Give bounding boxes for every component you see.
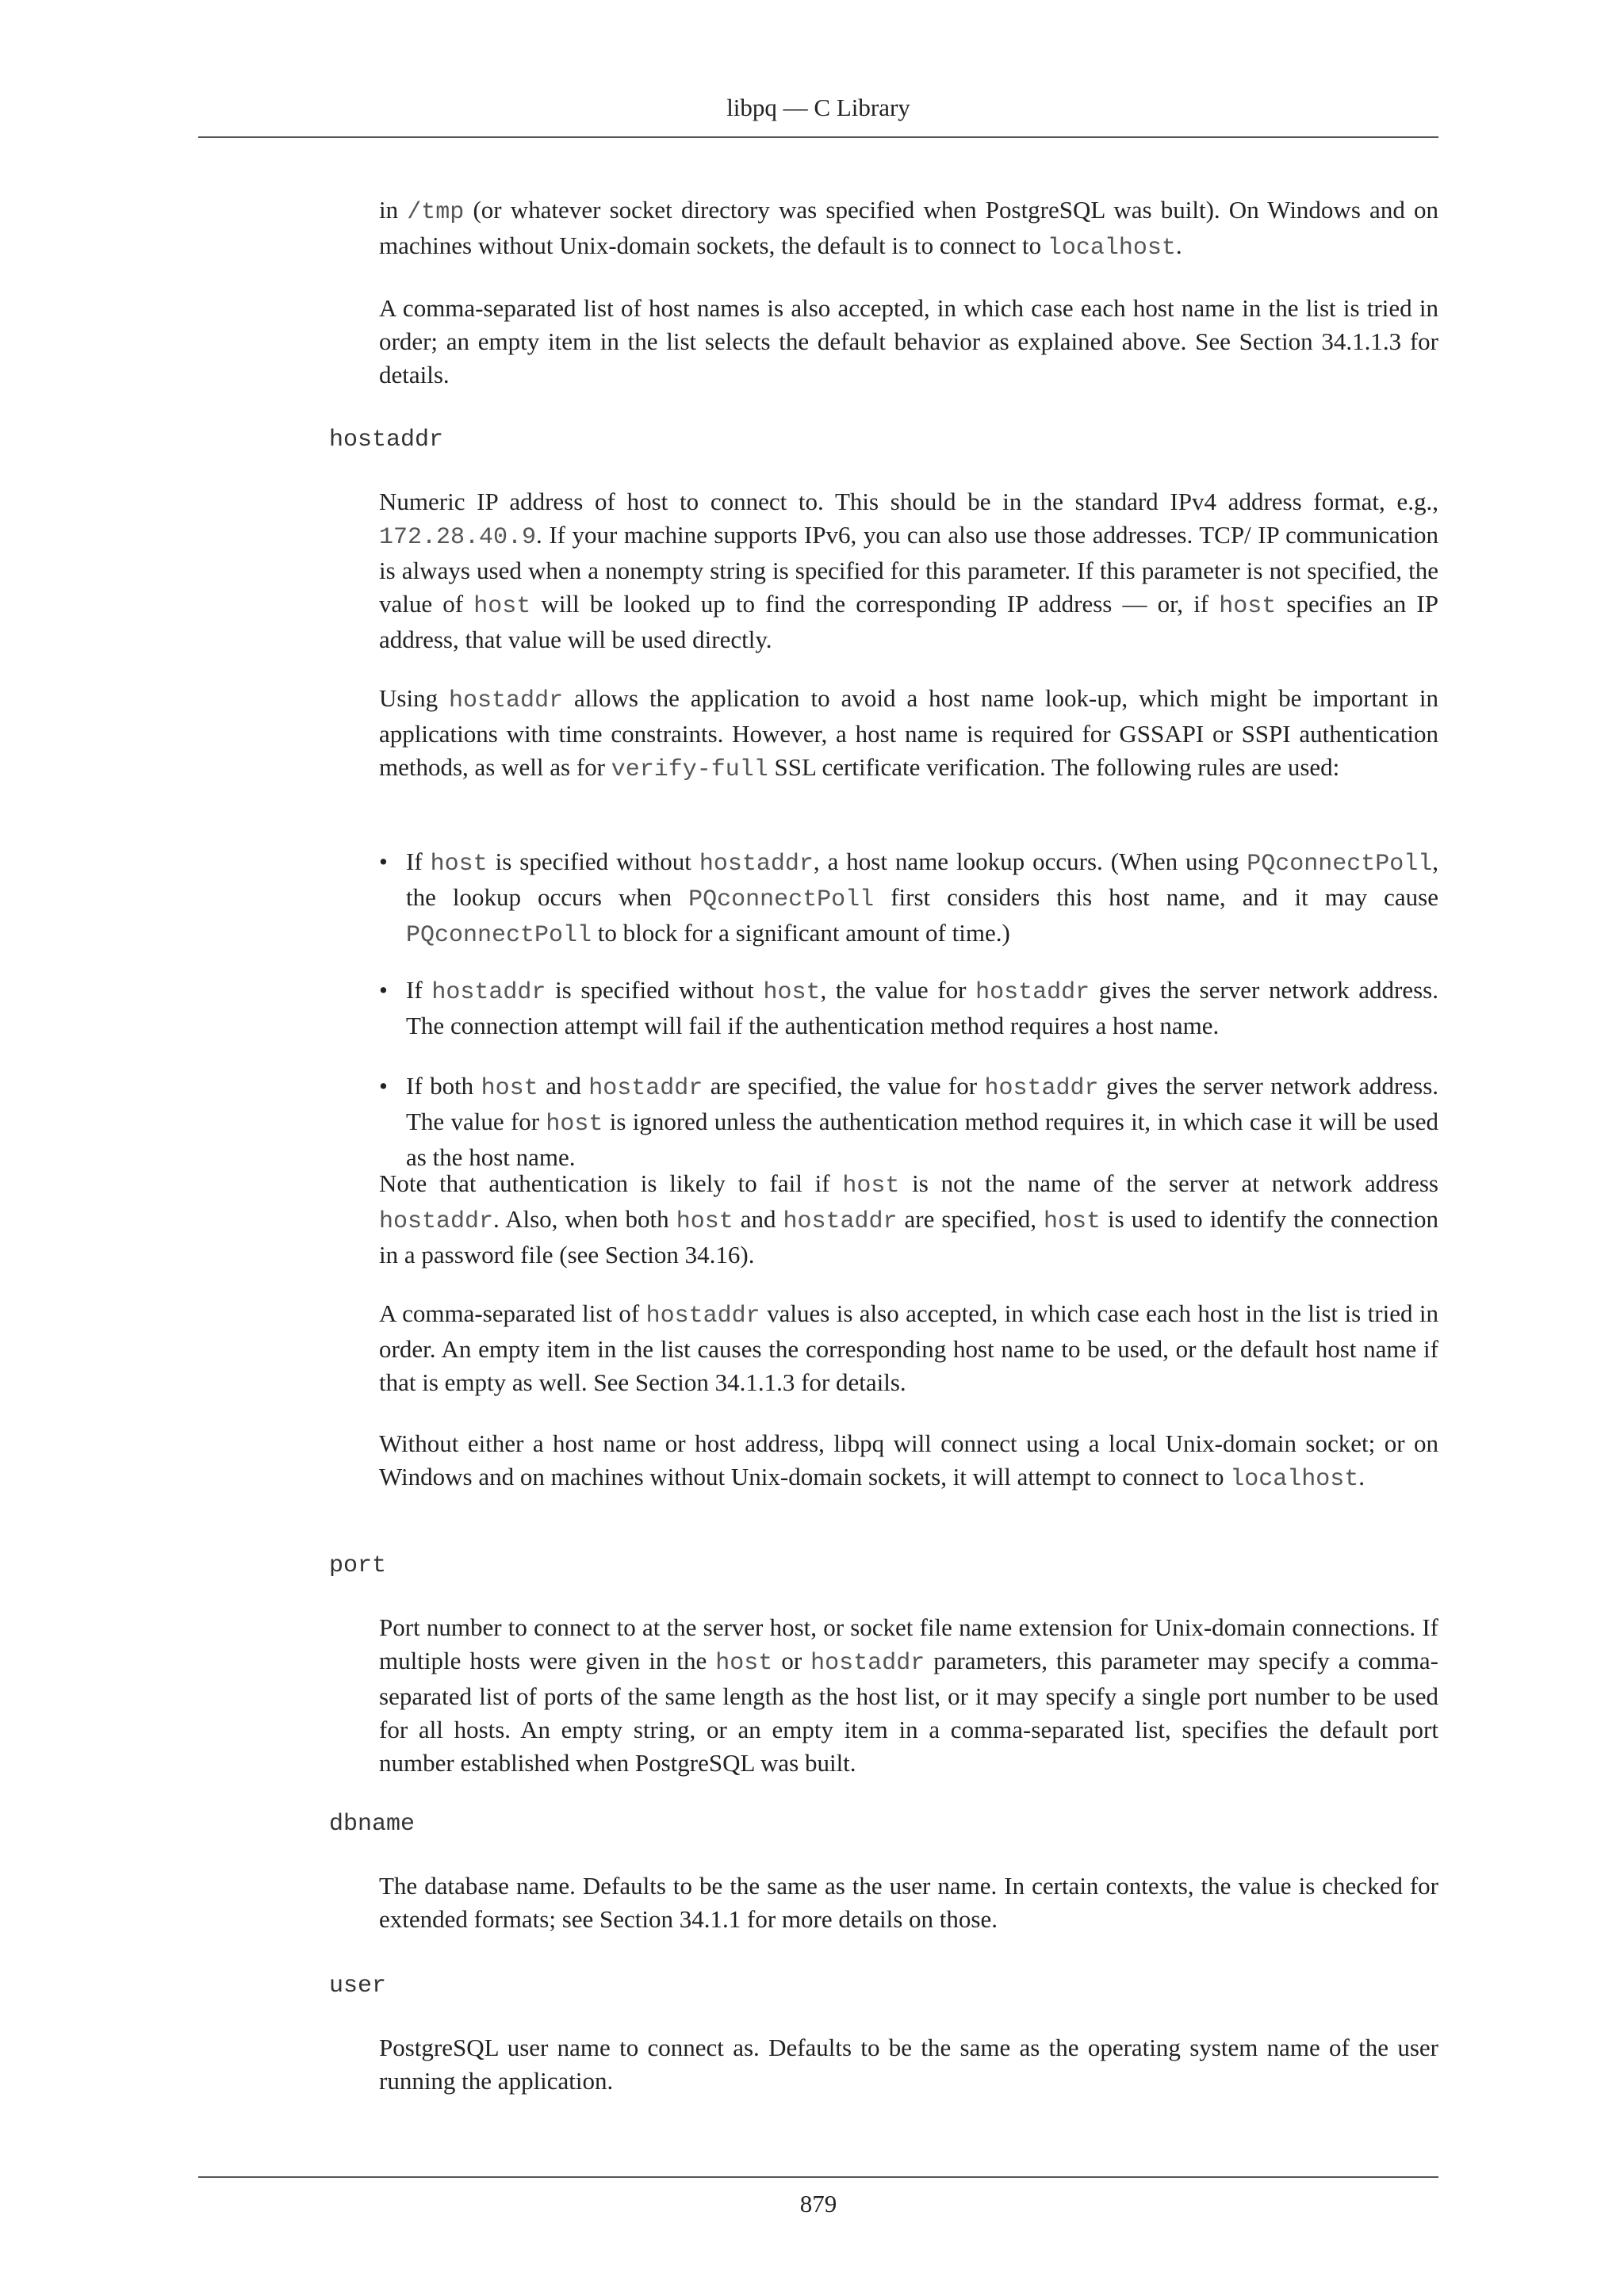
paragraph-hostaddr-usage: Using hostaddr allows the application to avoid a host name look-up, which might be important in applications with time constraints. However, a host name is required for GSSAPI or SSPI authentication methods, as well as for verify-full SSL certificate verification. The following rules are used: xyxy=(379,684,1438,783)
term-port: port xyxy=(329,1552,387,1579)
bullet-marker: • xyxy=(379,1072,388,1100)
paragraph-no-host: Without either a host name or host address, libpq will connect using a local Unix-domain socket; or on Windows and on machines without Unix-domain sockets, it will attempt to connect to localhost. xyxy=(379,1429,1438,1493)
term-hostaddr: hostaddr xyxy=(329,427,444,453)
footer-rule xyxy=(198,2176,1438,2178)
list-item-both: If both host and hostaddr are specified, the value for hostaddr gives the server network address. The value for host is ignored unless the authentication method requires it, in which case it will be used as the host name. xyxy=(406,1072,1439,1171)
paragraph-hostaddr-list: A comma-separated list of hostaddr values is also accepted, in which case each host in the list is tried in order. An empty item in the list causes the corresponding host name to be used, or the default host name if that is empty as well. See Section 34.1.1.3 for details. xyxy=(379,1299,1438,1396)
paragraph-auth-note: Note that authentication is likely to fail if host is not the name of the server at network address hostaddr. Also, when both host and hostaddr are specified, host is used to identify the connection in a password file (see Section 34.16). xyxy=(379,1169,1438,1269)
term-user: user xyxy=(329,1973,387,1999)
page-number: 879 xyxy=(799,2190,837,2218)
code-tmp: /tmp xyxy=(407,199,465,226)
bullet-marker: • xyxy=(379,848,388,875)
bullet-marker: • xyxy=(379,976,388,1004)
header-rule xyxy=(198,136,1438,138)
term-dbname: dbname xyxy=(329,1811,416,1838)
paragraph-user-desc: PostgreSQL user name to connect as. Defaults to be the same as the operating system name of the user running the application. xyxy=(379,2034,1438,2095)
paragraph-host-default: in /tmp (or whatever socket directory was specified when PostgreSQL was built). On Windows and on machines without Unix-domain sockets, the default is to connect to localhost. xyxy=(379,196,1438,262)
paragraph-port-desc: Port number to connect to at the server host, or socket file name extension for Unix-domain connections. If multiple hosts were given in the host or hostaddr parameters, this parameter may specify a comma-separated list of ports of the same length as the host list, or it may specify a single port number to be used for all hosts. An empty string, or an empty item in a comma-separated list, specifies the default port number established when PostgreSQL was built. xyxy=(379,1613,1438,1777)
paragraph-hostaddr-desc: Numeric IP address of host to connect to. This should be in the standard IPv4 address format, e.g., 172.28.40.9. If your machine supports IPv6, you can also use those addresses. TCP/ IP communication is always used when a nonempty string is specified for this parameter. If this parameter is not specified, the value of host will be looked up to find the corresponding IP address — or, if host specifies an IP address, that value will be used directly. xyxy=(379,488,1438,653)
paragraph-host-list: A comma-separated list of host names is also accepted, in which case each host name in the list is tried in order; an empty item in the list selects the default behavior as explained above. See Section 34.1.1.3 for details. xyxy=(379,294,1438,388)
code-localhost: localhost xyxy=(1047,235,1176,262)
page-header: libpq — C Library xyxy=(726,94,910,121)
list-item-hostaddr-only: If hostaddr is specified without host, the value for hostaddr gives the server network address. The connection attempt will fail if the authentication method requires a host name. xyxy=(406,976,1438,1039)
list-item-host-only: If host is specified without hostaddr, a host name lookup occurs. (When using PQconnectPoll, the lookup occurs when PQconnectPoll first considers this host name, and it may cause PQconnectPoll to block for a significant amount of time.) xyxy=(406,848,1438,949)
paragraph-dbname-desc: The database name. Defaults to be the same as the user name. In certain contexts, the value is checked for extended formats; see Section 34.1.1 for more details on those. xyxy=(379,1872,1438,1933)
